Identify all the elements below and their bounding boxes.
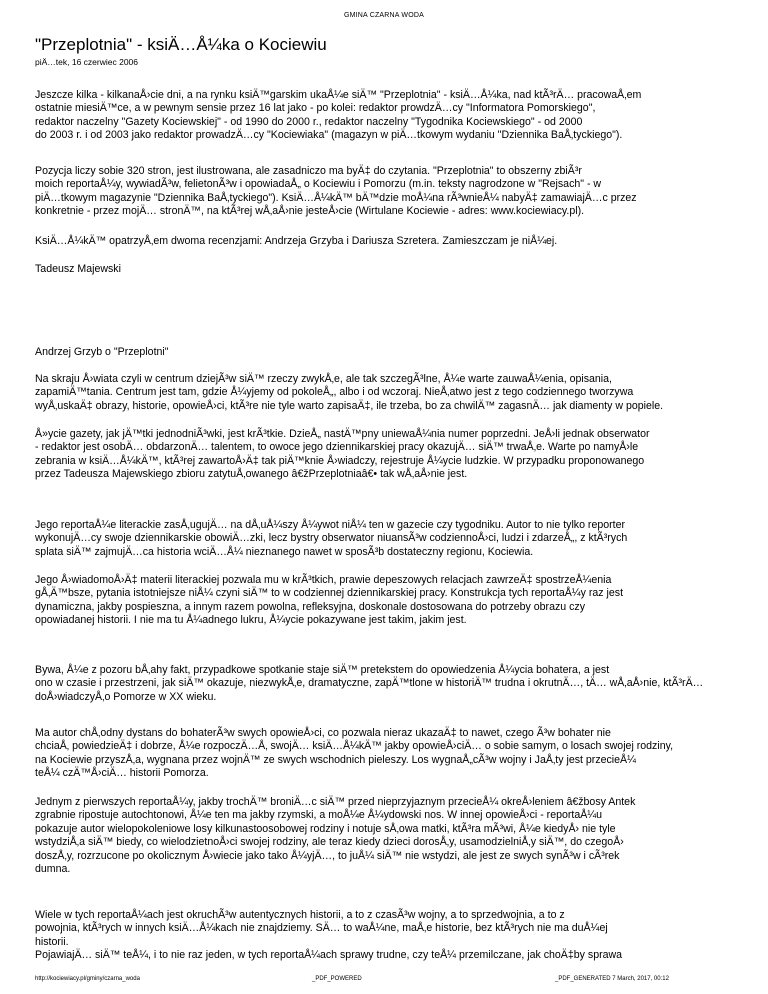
text-line: moich reportaÅ¼y, wywiadÃ³w, felietonÃ³w i opowiadaÅ„ o Kociewiu i Pomorzu (m.in. teksty nagrodzone w "Rejsach" - w bbox=[35, 178, 602, 191]
footer-url: http://kociewiacy.pl/gminy/czarna_woda bbox=[35, 976, 140, 982]
text-line: ostatnie miesiÄ™ce, a w pewnym sensie przez 16 lat jako - po kolei: redaktor prowdzÄ…cy "Informatora Pomorskiego", bbox=[35, 102, 596, 115]
text-line: ono w czasie i przestrzeni, jak siÄ™ okazuje, niezwykÅ‚e, dramatyczne, zapÄ™tlone w historiÄ™ trudna i okrutnÄ…, tÄ… wÅ‚aÅ›nie, ktÃ³rÄ… bbox=[35, 677, 704, 690]
text-line: Jego Å›wiadomoÅ›Ä‡ materii literackiej pozwala mu w krÃ³tkich, prawie depeszowych relacjach zawrzeÄ‡ spostrzeÅ¼enia bbox=[35, 574, 612, 586]
review-paragraph bbox=[35, 909, 622, 963]
footer-generated: _PDF_GENERATED 7 March, 2017, 00:12 bbox=[555, 976, 669, 982]
text-line: dynamiczna, jakby pospieszna, a innym razem powolna, refleksyjna, doskonale dostosowana do potrzeby obrazu czy bbox=[35, 600, 585, 613]
text-line: przez Tadeusza Majewskiego zbioru zatytuÅ‚owanego â€žPrzeplotniaâ€• tak wÅ‚aÅ›nie jest. bbox=[35, 468, 468, 481]
text-line: opowiadanej historii. I nie ma tu Å¼adnego lukru, Å¼ycie pokazywane jest takim, jakim jest. bbox=[35, 614, 467, 627]
text-line: gÅ‚Ä™bsze, pytania istotniejsze niÅ¼ czyni siÄ™ to w codziennej dziennikarskiej pracy. Konstrukcja tych reportaÅ¼y raz jest bbox=[35, 587, 624, 600]
text-line: teÅ¼ czÄ™Å›ciÄ… historii Pomorza. bbox=[35, 767, 209, 780]
text-line: splata siÄ™ zajmujÄ…ca historia wciÄ…Å¼ nieznanego nawet w sposÃ³b dostateczny regionu, Kociewia. bbox=[35, 545, 534, 558]
article-title: "Przeplotnia" - ksiÄ…Å¼ka o Kociewiu bbox=[35, 35, 327, 54]
text-line: doszÅ‚y, rozrzucone po okolicznym Å›wiecie jako tako Å¼yjÄ…, to juÅ¼ siÄ™ nie wstydzi, ale jest ze swych synÃ³w i cÃ³rek bbox=[35, 849, 620, 862]
text-line: Bywa, Å¼e z pozoru bÅ‚ahy fakt, przypadkowe spotkanie staje siÄ™ pretekstem do opowiedzenia Å¼ycia bohatera, a jest bbox=[35, 664, 610, 676]
text-line: doÅ›wiadczyÅ‚o Pomorze w XX wieku. bbox=[35, 690, 217, 703]
text-line: Ma autor chÅ‚odny dystans do bohaterÃ³w swych opowieÅ›ci, co pozwala nieraz ukazaÄ‡ to nawet, czego Ã³w bohater nie bbox=[35, 727, 611, 739]
text-line: pokazuje autor wielopokoleniowe losy kilkunastoosobowej rodziny i notuje sÅ‚owa matki, ktÃ³ra mÃ³wi, Å¼e kiedyÅ› nie tyle bbox=[35, 822, 616, 835]
review-paragraph bbox=[35, 727, 673, 781]
text-line: Wiele w tych reportaÅ¼ach jest okruchÃ³w autentycznych historii, a to z czasÃ³w wojny, a to sprzedwojnia, a to z bbox=[35, 909, 565, 921]
review-paragraph bbox=[35, 428, 650, 482]
text-line: Pozycja liczy sobie 320 stron, jest ilustrowana, ale zasadniczo ma byÄ‡ do czytania. "Przeplotnia" to obszerny zbiÃ³r bbox=[35, 165, 582, 177]
text-line: zapamiÄ™tania. Centrum jest tam, gdzie Å¼yjemy od pokoleÅ„, albo i od wczoraj. NieÅ‚atwo jest z tego codziennego tworzywa bbox=[35, 386, 634, 399]
footer-powered: _PDF_POWERED bbox=[312, 976, 362, 982]
text-line: Na skraju Å›wiata czyli w centrum dziejÃ³w siÄ™ rzeczy zwykÅ‚e, ale tak szczegÃ³lne, Å¼e warte zauwaÅ¼enia, opisania, bbox=[35, 373, 612, 385]
text-line: na Kociewie przyszÅ‚a, wygnana przez wojnÄ™ ze swych wschodnich pieleszy. Los wygnaÅ„cÃ³w wojny i JaÅ‚ty jest przecieÅ¼ bbox=[35, 753, 636, 766]
review-paragraph bbox=[35, 664, 703, 704]
review-heading bbox=[35, 346, 169, 359]
text-line: zgrabnie ripostuje autochtonowi, Å¼e ten ma jakby rzymski, a moÅ¼e Å¼ydowski nos. W innej opowieÅ›ci - reportaÅ¼u bbox=[35, 809, 603, 822]
paragraph-intro bbox=[35, 89, 641, 143]
text-line: Tadeusz Majewski bbox=[35, 263, 121, 275]
text-line: - redaktor jest osobÄ… obdarzonÄ… talentem, to owoce jego dziennikarskiej pracy okazujÄ… siÄ™ trwaÅ‚e. Warte po namyÅ›le bbox=[35, 441, 639, 454]
review-paragraph bbox=[35, 519, 627, 559]
paragraph-book-info bbox=[35, 165, 637, 219]
text-line: dumna. bbox=[35, 863, 71, 876]
article-date: piÄ…tek, 16 czerwiec 2006 bbox=[35, 57, 138, 67]
review-paragraph bbox=[35, 574, 623, 628]
text-line: do 2003 r. i od 2003 jako redaktor prowadzÄ…cy "Kociewiaka" (magazyn w piÄ…tkowym wydaniu "Dziennika BaÅ‚tyckiego"). bbox=[35, 129, 623, 142]
text-line: wstydziÅ‚a siÄ™ biedy, co wielodzietnoÅ›ci swojej rodziny, ale teraz kiedy dzieci dorosÅ‚y, usamodzielniÅ‚y siÄ™, do czegoÅ› bbox=[35, 836, 624, 849]
page-header-site: GMINA CZARNA WODA bbox=[343, 12, 425, 19]
text-line: Jeszcze kilka - kilkanaÅ›cie dni, a na rynku ksiÄ™garskim ukaÅ¼e siÄ™ "Przeplotnia" - ksiÄ…Å¼ka, nad ktÃ³rÄ… pracowaÅ‚em bbox=[35, 89, 642, 101]
text-line: historii. bbox=[35, 935, 69, 948]
review-paragraph bbox=[35, 373, 663, 413]
text-line: redaktor naczelny "Gazety Kociewskiej" - od 1990 do 2000 r., redaktor naczelny "Tygodnika Kociewskiego" - od 2000 bbox=[35, 115, 583, 128]
text-line: chciaÅ‚ powiedzieÄ‡ i dobrze, Å¼e rozpoczÄ…Å‚ swojÄ… ksiÄ…Å¼kÄ™ jakby opowieÅ›ciÄ… o sobie samym, o losach swojej rodziny, bbox=[35, 740, 674, 753]
text-line: Andrzej Grzyb o "Przeplotni" bbox=[35, 346, 169, 358]
text-line: wyÅ‚uskaÄ‡ obrazy, historie, opowieÅ›ci, ktÃ³re nie tyle warto zapisaÄ‡, ile trzeba, bo za chwilÄ™ zagasnÄ… jak diamenty w popiele. bbox=[35, 399, 664, 412]
text-line: piÄ…tkowym magazynie "Dziennika BaÅ‚tyckiego"). KsiÄ…Å¼kÄ™ bÄ™dzie moÅ¼na rÃ³wnieÅ¼ nabyÄ‡ zamawiajÄ…c przez bbox=[35, 191, 637, 204]
paragraph-reviews bbox=[35, 235, 557, 248]
text-line: Jednym z pierwszych reportaÅ¼y, jakby trochÄ™ broniÄ…c siÄ™ przed nieprzyjaznym przecieÅ¼ okreÅ›leniem â€žbosy Antek bbox=[35, 796, 636, 808]
page-footer bbox=[0, 976, 768, 990]
text-line: zebrania w ksiÄ…Å¼kÄ™, ktÃ³rej zawartoÅ›Ä‡ tak piÄ™knie Å›wiadczy, rejestruje Å¼ycie ludzkie. W przypadku proponowanego bbox=[35, 454, 645, 467]
text-line: KsiÄ…Å¼kÄ™ opatrzyÅ‚em dwoma recenzjami: Andrzeja Grzyba i Dariusza Szretera. Zamieszczam je niÅ¼ej. bbox=[35, 235, 558, 247]
text-line: wykonujÄ…cy swoje dziennikarskie obowiÄ…zki, lecz bystry obserwator niuansÃ³w codziennoÅ›ci, ludzi i zdarzeÅ„, z ktÃ³rych bbox=[35, 532, 628, 545]
text-line: konkretnie - przez mojÄ… stronÄ™, na ktÃ³rej wÅ‚aÅ›nie jesteÅ›cie (Wirtulane Kociewie - adres: www.kociewiacy.pl). bbox=[35, 205, 585, 218]
author-signature bbox=[35, 263, 121, 276]
text-line: Å»ycie gazety, jak jÄ™tki jednodniÃ³wki, jest krÃ³tkie. DzieÅ„ nastÄ™pny uniewaÅ¼nia numer poprzedni. JeÅ›li jednak obserwator bbox=[35, 428, 650, 440]
review-paragraph bbox=[35, 796, 635, 876]
text-line: PojawiajÄ… siÄ™ teÅ¼, i to nie raz jeden, w tych reportaÅ¼ach sprawy trudne, czy teÅ¼ przemilczane, jak choÄ‡by sprawa bbox=[35, 949, 623, 962]
text-line: powojnia, ktÃ³rych w innych ksiÄ…Å¼kach nie znajdziemy. SÄ… to waÅ¼ne, maÅ‚e historie, bez ktÃ³rych nie ma duÅ¼ej bbox=[35, 922, 608, 935]
text-line: Jego reportaÅ¼e literackie zasÅ‚ugujÄ… na dÅ‚uÅ¼szy Å¼ywot niÅ¼ ten w gazecie czy tygodniku. Autor to nie tylko reporter bbox=[35, 519, 626, 531]
